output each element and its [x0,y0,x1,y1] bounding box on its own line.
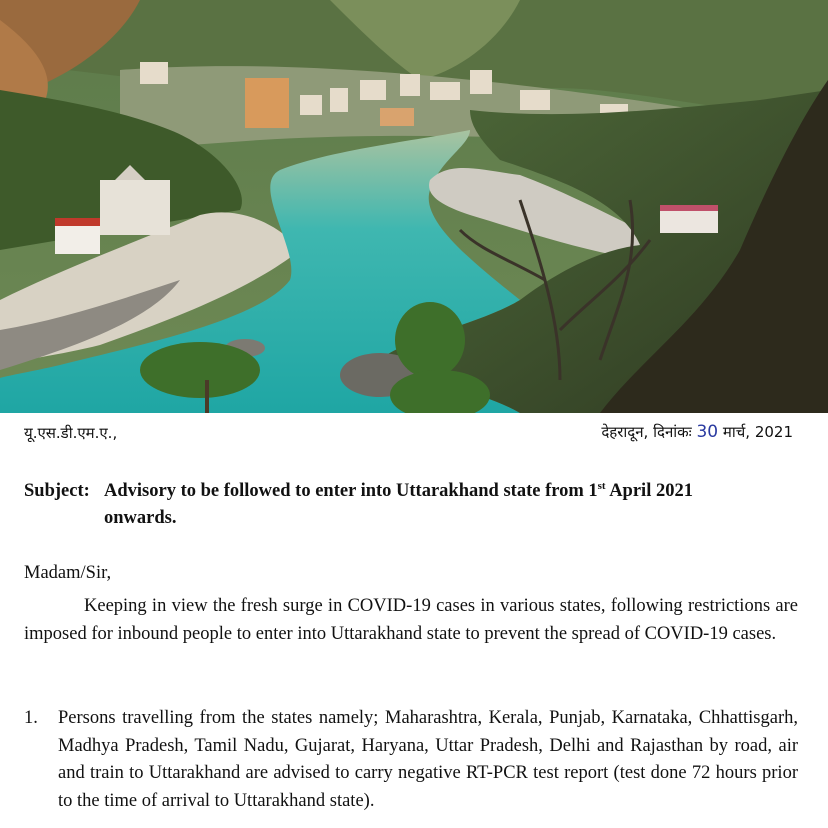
list-item-number: 1. [24,708,38,728]
list-item-text: Persons travelling from the states namely; Maharashtra, Kerala, Punjab, Karnataka, Chhattisgarh, Madhya Pradesh, Tamil Nadu, Gujarat, Haryana, Uttar Pradesh, Delhi and Rajasthan by road, air and train to Uttarakhand are advised to carry negative RT-PCR test report (test done 72 hours prior to the time of arrival to Uttarakhand state). [58,708,798,811]
subject-text-part1: Advisory to be followed to enter into Uttarakhand state from 1 [104,481,598,502]
date-month-year: मार्च, 2021 [722,423,793,441]
landscape-illustration [0,0,828,413]
subject-superscript: st [597,480,606,492]
subject-label: Subject: [24,481,90,502]
salutation: Madam/Sir, [24,563,112,583]
place-and-date [601,422,793,442]
issuer-abbreviation: यू.एस.डी.एम.ए., [24,424,118,442]
date-day: 30 [696,422,719,442]
list-item [24,705,798,815]
subject-text-part2: April 2021 [605,481,693,502]
subject-block [24,473,804,532]
place-label: देहरादून, दिनांकः [601,423,692,441]
intro-paragraph: Keeping in view the fresh surge in COVID-19 cases in various states, following restrictions are imposed for inbound people to enter into Uttarakhand state to prevent the spread of COVID-19 cases. [24,596,798,644]
advisory-letter [0,413,828,828]
subject-text-line2: onwards. [104,508,177,529]
river-valley-photo [0,0,828,413]
